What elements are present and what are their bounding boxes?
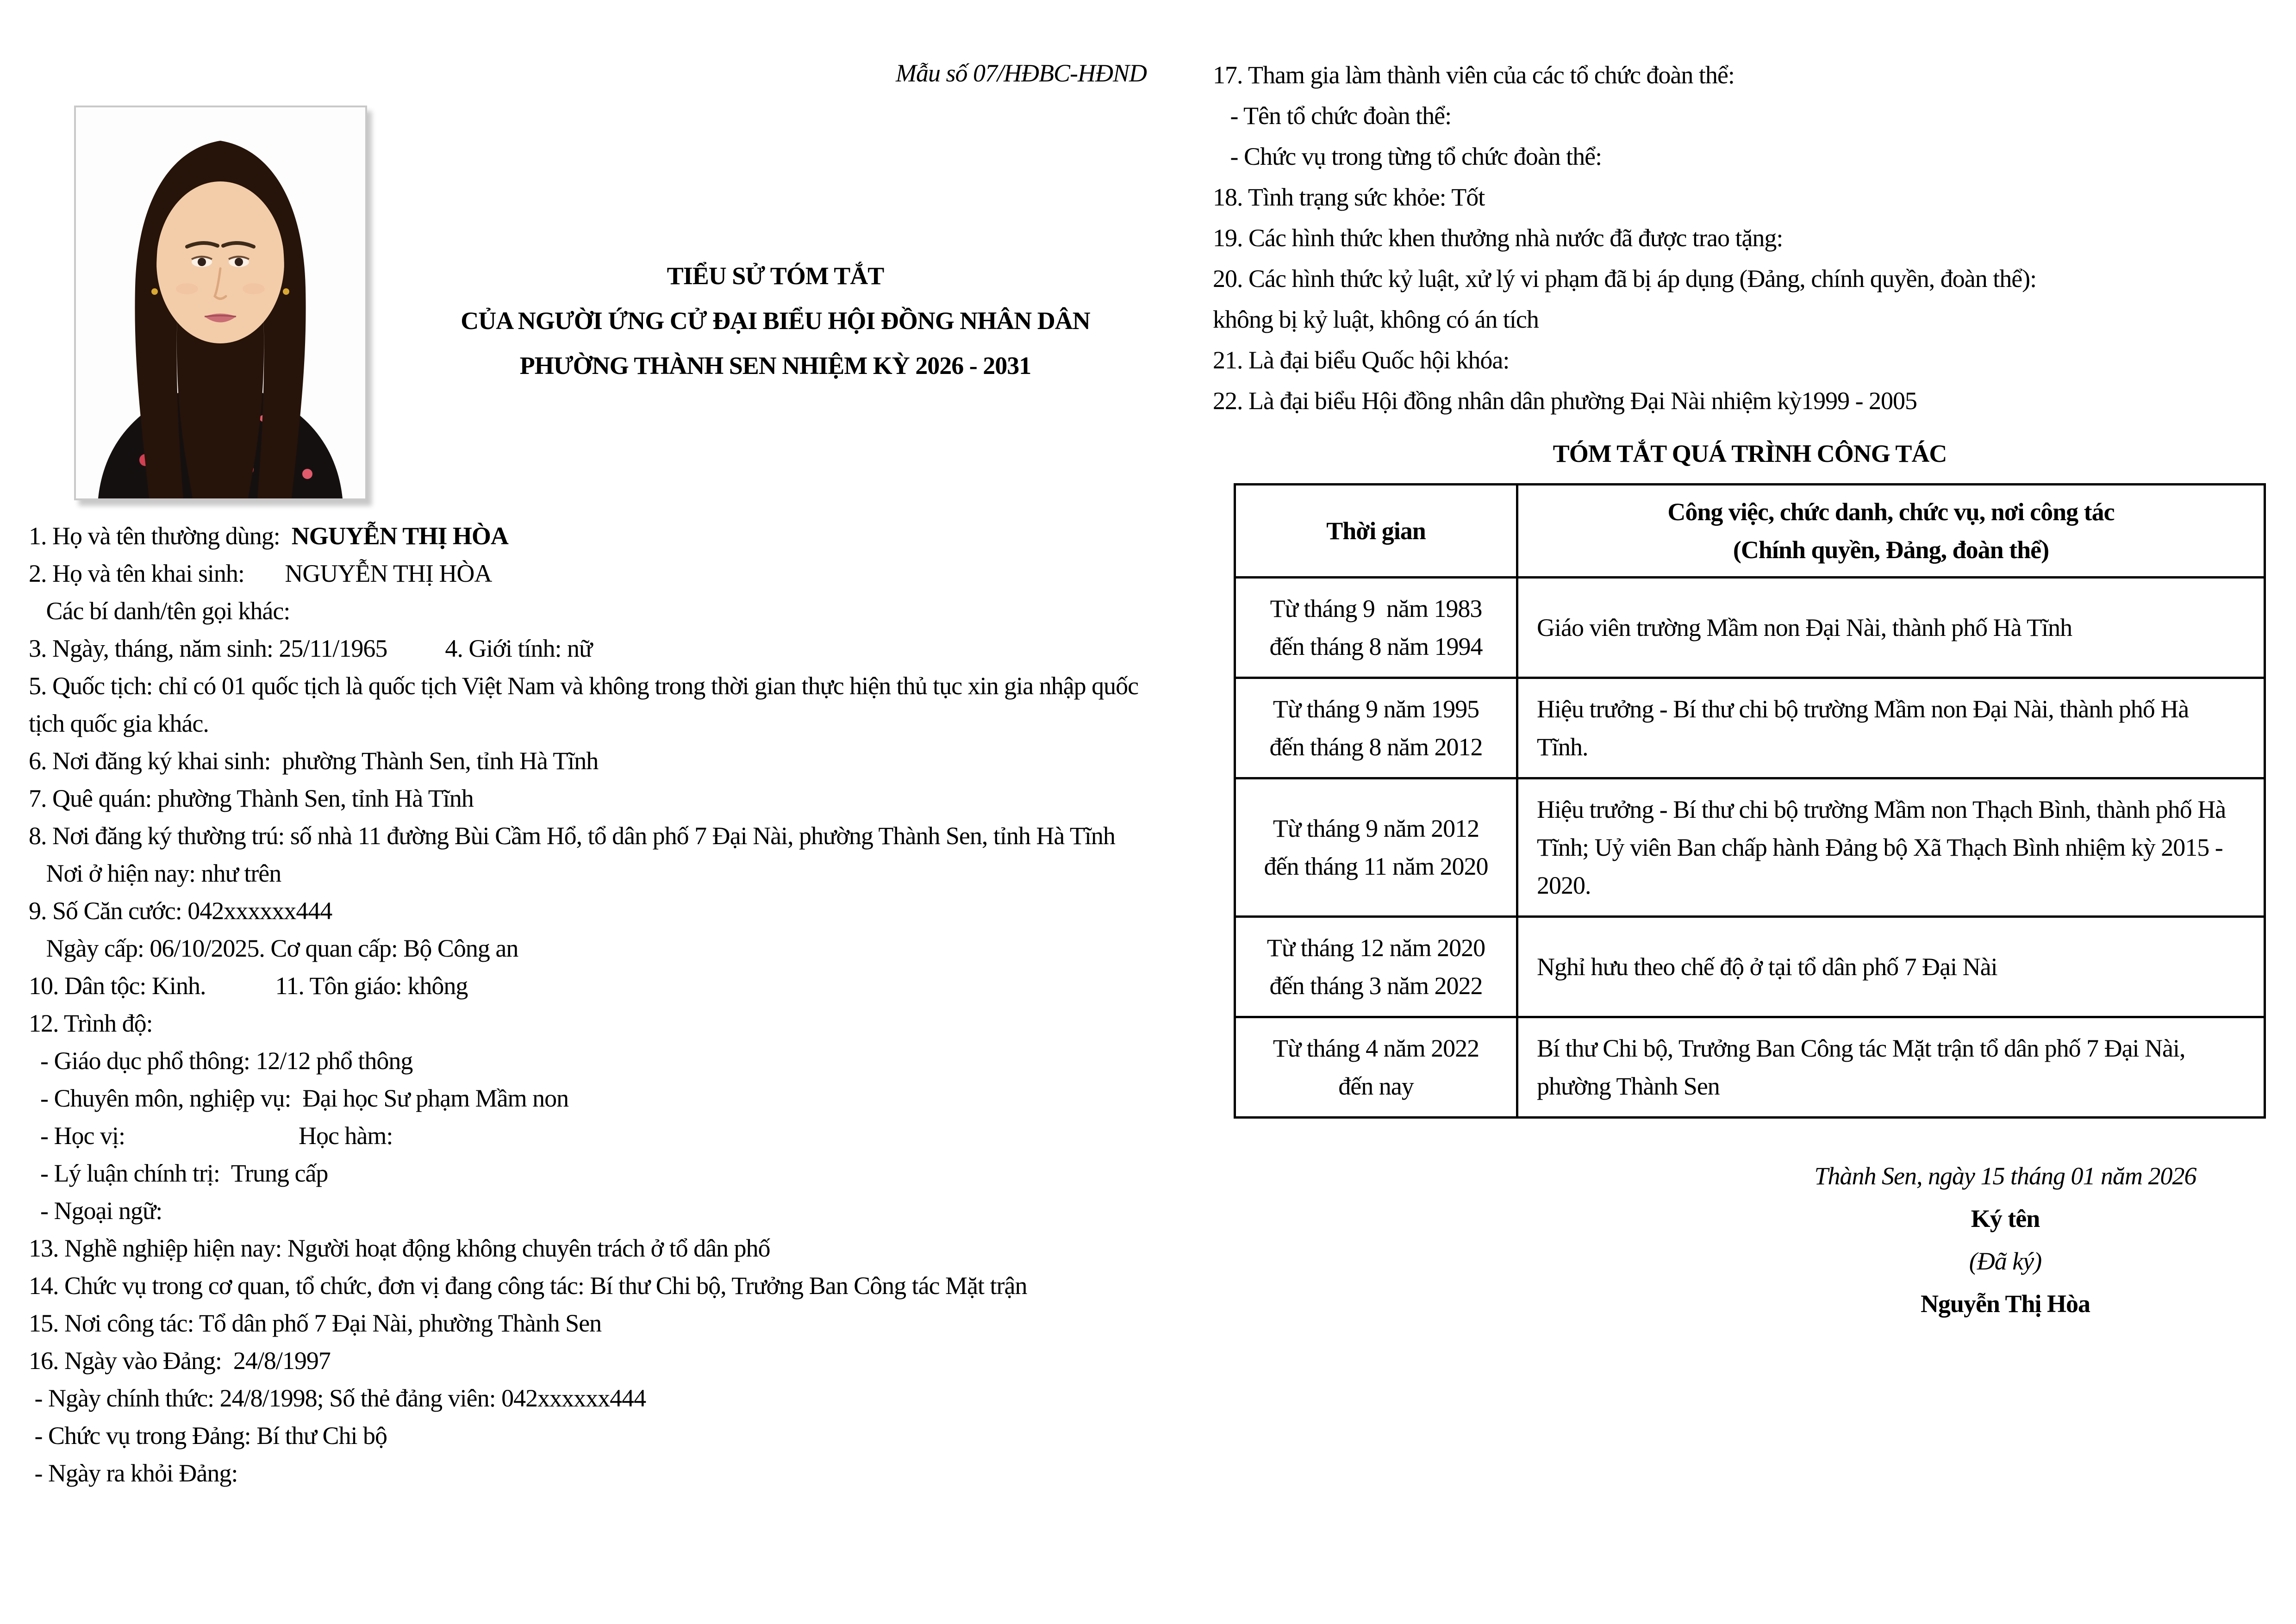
work-history-row xyxy=(1235,1017,2265,1118)
text-line: 5. Quốc tịch: chỉ có 01 quốc tịch là quốc tịch Việt Nam và không trong thời gian thực hiện thủ tục xin gia nhập quốc tịch quốc gia khác. xyxy=(29,672,1144,737)
text-line: 2. Họ và tên khai sinh: NGUYỄN THỊ HÒA xyxy=(29,560,492,587)
left-column-items xyxy=(29,517,1154,1492)
time-line: Từ tháng 9 năm 1995 xyxy=(1273,695,1479,723)
work-history-time xyxy=(1235,917,1517,1017)
work-history-job: Nghỉ hưu theo chế độ ở tại tổ dân phố 7 Đại Nài xyxy=(1517,917,2265,1017)
text-line: 10. Dân tộc: Kinh. 11. Tôn giáo: không xyxy=(29,972,468,1000)
text-line: - Chức vụ trong Đảng: Bí thư Chi bộ xyxy=(29,1422,387,1450)
text-line: - Chuyên môn, nghiệp vụ: Đại học Sư phạm Mầm non xyxy=(29,1084,569,1112)
header-job-line-1: Công việc, chức danh, chức vụ, nơi công tác xyxy=(1667,498,2115,526)
work-history-time xyxy=(1235,578,1517,678)
text-line xyxy=(29,517,1154,555)
text-line: 14. Chức vụ trong cơ quan, tổ chức, đơn vị đang công tác: Bí thư Chi bộ, Trưởng Ban Công tác Mặt trận xyxy=(29,1272,1027,1300)
portrait-photo-art xyxy=(76,107,365,498)
text-line: - Chức vụ trong từng tổ chức đoàn thể: xyxy=(1213,143,1602,170)
work-history-time xyxy=(1235,1017,1517,1118)
form-code: Mẫu số 07/HĐBC-HĐND xyxy=(896,59,1147,87)
time-line: Từ tháng 9 năm 1983 xyxy=(1270,595,1482,622)
text-line: - Ngày ra khỏi Đảng: xyxy=(29,1459,238,1487)
time-line: Từ tháng 12 năm 2020 xyxy=(1267,934,1485,962)
text-line: 20. Các hình thức kỷ luật, xử lý vi phạm đã bị áp dụng (Đảng, chính quyền, đoàn thể): xyxy=(1213,265,2037,292)
text-line: 3. Ngày, tháng, năm sinh: 25/11/1965 4. Giới tính: nữ xyxy=(29,635,593,662)
text-line: 7. Quê quán: phường Thành Sen, tỉnh Hà Tĩnh xyxy=(29,784,474,812)
text-line: không bị kỷ luật, không có án tích xyxy=(1213,305,1539,333)
work-history-job: Hiệu trưởng - Bí thư chi bộ trường Mầm non Đại Nài, thành phố Hà Tĩnh. xyxy=(1517,678,2265,778)
time-line: đến tháng 3 năm 2022 xyxy=(1269,972,1483,1000)
document-title xyxy=(398,254,1153,388)
text-line: - Giáo dục phổ thông: 12/12 phổ thông xyxy=(29,1047,413,1075)
header-job xyxy=(1517,485,2265,578)
text-line: 8. Nơi đăng ký thường trú: số nhà 11 đường Bùi Cầm Hổ, tổ dân phố 7 Đại Nài, phường Thành Sen, tỉnh Hà Tĩnh xyxy=(29,822,1115,850)
work-history-time xyxy=(1235,778,1517,917)
work-history-job: Bí thư Chi bộ, Trưởng Ban Công tác Mặt trận tổ dân phố 7 Đại Nài, phường Thành Sen xyxy=(1517,1017,2265,1118)
text-line: Các bí danh/tên gọi khác: xyxy=(29,597,290,625)
title-line-1: TIỂU SỬ TÓM TẮT xyxy=(667,262,884,290)
signature-block xyxy=(1737,1155,2274,1325)
signature-label: Ký tên xyxy=(1971,1205,2040,1232)
time-line: đến nay xyxy=(1338,1072,1414,1100)
text-line: 6. Nơi đăng ký khai sinh: phường Thành Sen, tỉnh Hà Tĩnh xyxy=(29,747,599,775)
signature-name: Nguyễn Thị Hòa xyxy=(1920,1290,2090,1318)
work-history-job: Giáo viên trường Mầm non Đại Nài, thành phố Hà Tĩnh xyxy=(1517,578,2265,678)
text-line: 16. Ngày vào Đảng: 24/8/1997 xyxy=(29,1347,331,1375)
text-line: - Lý luận chính trị: Trung cấp xyxy=(29,1159,328,1187)
text-line: 19. Các hình thức khen thưởng nhà nước đã được trao tặng: xyxy=(1213,224,1783,252)
text-line: 9. Số Căn cước: 042xxxxxx444 xyxy=(29,897,332,925)
header-job-line-2: (Chính quyền, Đảng, đoàn thể) xyxy=(1733,536,2049,564)
portrait-photo xyxy=(74,106,367,500)
header-time: Thời gian xyxy=(1235,485,1517,578)
text-line: - Tên tổ chức đoàn thể: xyxy=(1213,102,1452,130)
time-line: đến tháng 11 năm 2020 xyxy=(1264,852,1488,880)
text-segment: 1. Họ và tên thường dùng: xyxy=(29,522,292,550)
title-line-3: PHƯỜNG THÀNH SEN NHIỆM KỲ 2026 - 2031 xyxy=(519,352,1031,380)
text-line: - Học vị: Học hàm: xyxy=(29,1122,393,1150)
text-line: 18. Tình trạng sức khỏe: Tốt xyxy=(1213,183,1485,211)
work-history-table xyxy=(1234,483,2266,1119)
text-segment: NGUYỄN THỊ HÒA xyxy=(291,522,508,550)
time-line: Từ tháng 4 năm 2022 xyxy=(1273,1034,1479,1062)
work-history-heading: TÓM TẮT QUÁ TRÌNH CÔNG TÁC xyxy=(1553,440,1947,467)
work-history-time xyxy=(1235,678,1517,778)
time-line: đến tháng 8 năm 2012 xyxy=(1269,733,1483,761)
text-line: Ngày cấp: 06/10/2025. Cơ quan cấp: Bộ Công an xyxy=(29,934,518,962)
text-line: 17. Tham gia làm thành viên của các tổ chức đoàn thể: xyxy=(1213,61,1734,89)
text-line: 21. Là đại biểu Quốc hội khóa: xyxy=(1213,346,1510,374)
work-history-row xyxy=(1235,678,2265,778)
right-column xyxy=(1213,55,2274,1325)
work-history-row xyxy=(1235,917,2265,1017)
text-line: 13. Nghề nghiệp hiện nay: Người hoạt động không chuyên trách ở tổ dân phố xyxy=(29,1234,770,1262)
text-line: Nơi ở hiện nay: như trên xyxy=(29,859,281,887)
work-history-job: Hiệu trưởng - Bí thư chi bộ trường Mầm non Thạch Bình, thành phố Hà Tĩnh; Uỷ viên Ban chấp hành Đảng bộ Xã Thạch Bình nhiệm kỳ 2015 - 2020. xyxy=(1517,778,2265,917)
text-line: 12. Trình độ: xyxy=(29,1009,153,1037)
text-line: 15. Nơi công tác: Tổ dân phố 7 Đại Nài, phường Thành Sen xyxy=(29,1309,602,1337)
text-line: - Ngày chính thức: 24/8/1998; Số thẻ đảng viên: 042xxxxxx444 xyxy=(29,1384,646,1412)
signature-signed-note: (Đã ký) xyxy=(1969,1247,2042,1275)
work-history-row xyxy=(1235,578,2265,678)
work-history-header-row xyxy=(1235,485,2265,578)
time-line: đến tháng 8 năm 1994 xyxy=(1269,633,1483,660)
time-line: Từ tháng 9 năm 2012 xyxy=(1273,815,1479,842)
right-column-items xyxy=(1213,55,2274,421)
signature-place-date: Thành Sen, ngày 15 tháng 01 năm 2026 xyxy=(1814,1162,2196,1190)
text-line: 22. Là đại biểu Hội đồng nhân dân phường Đại Nài nhiệm kỳ1999 - 2005 xyxy=(1213,387,1917,415)
text-line: - Ngoại ngữ: xyxy=(29,1197,162,1225)
work-history-row xyxy=(1235,778,2265,917)
title-line-2: CỦA NGƯỜI ỨNG CỬ ĐẠI BIỂU HỘI ĐỒNG NHÂN DÂN xyxy=(461,307,1090,335)
